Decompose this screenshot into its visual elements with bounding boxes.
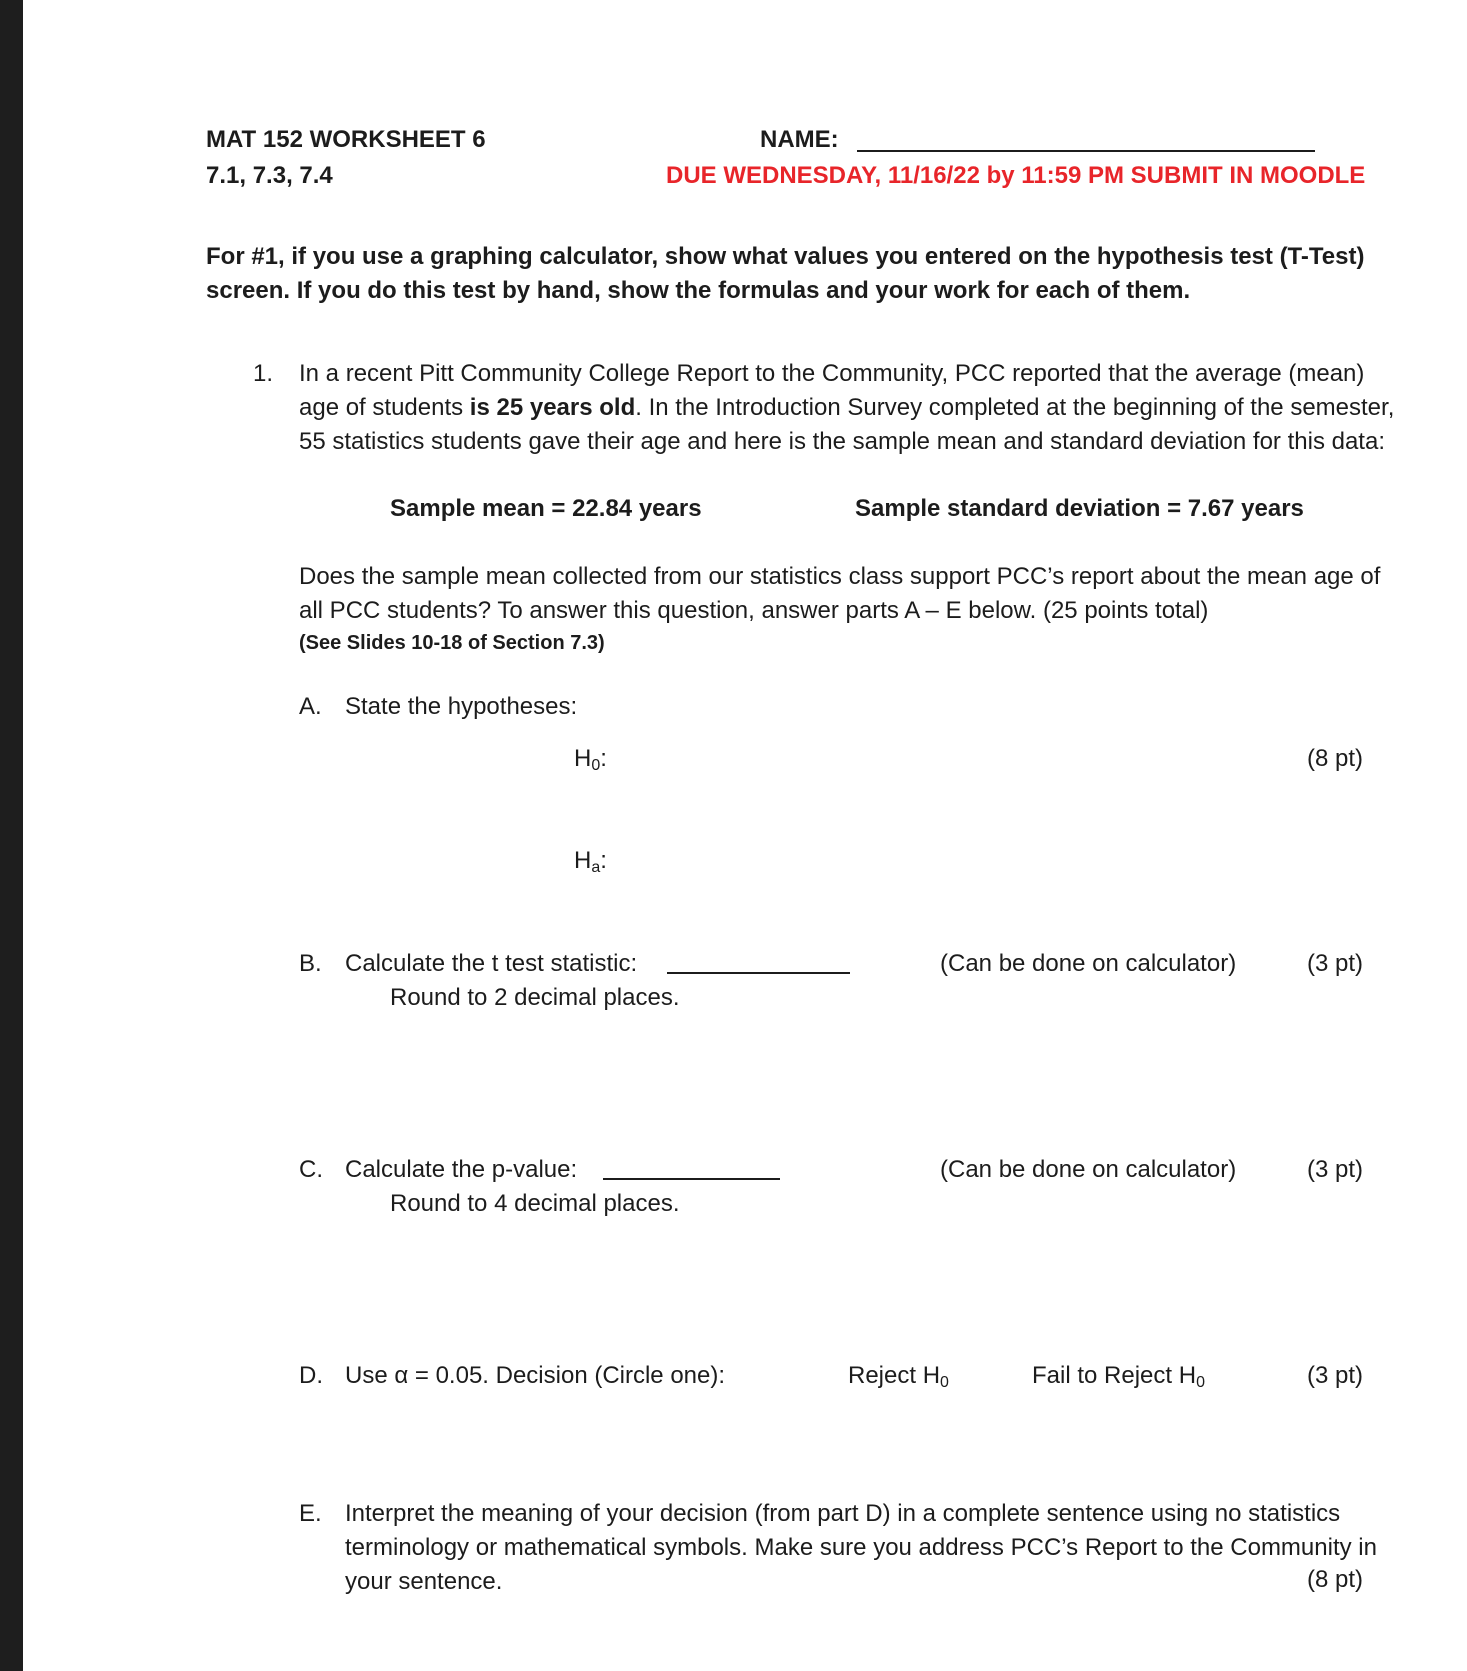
fail-to-reject-option[interactable]: Fail to Reject $H_0$ — [1032, 1362, 1205, 1391]
part-b-letter: B. — [299, 950, 322, 977]
question-1-text: In a recent Pitt Community College Report to the Community, PCC reported that the average (mean) age of students is 25 years old. In the Introduction Survey completed at the beginning of the semester, 55 statistics students gave their age and here is the sample mean and standard deviation for this data: — [299, 360, 1395, 455]
part-b-note: (Can be done on calculator) — [940, 950, 1237, 977]
sections-label: 7.1, 7.3, 7.4 — [206, 162, 333, 189]
part-d-letter: D. — [299, 1362, 323, 1389]
part-e-letter: E. — [299, 1500, 322, 1527]
alternative-hypothesis-label: $H_a$: — [574, 847, 607, 876]
part-b-round: Round to 2 decimal places. — [390, 984, 680, 1011]
part-a-text: State the hypotheses: — [345, 693, 578, 720]
slides-reference: (See Slides 10-18 of Section 7.3) — [299, 632, 605, 654]
sample-sd: Sample standard deviation = 7.67 years — [855, 495, 1304, 522]
name-blank[interactable] — [857, 150, 1315, 152]
part-a-letter: A. — [299, 693, 322, 720]
left-border — [0, 0, 23, 1671]
due-date: DUE WEDNESDAY, 11/16/22 by 11:59 PM SUBMIT IN MOODLE — [666, 162, 1366, 189]
part-d-text: Use α = 0.05. Decision (Circle one): — [345, 1362, 726, 1389]
p-value-blank[interactable] — [603, 1178, 780, 1180]
part-d-points: (3 pt) — [1307, 1362, 1364, 1389]
claimed-mean: is 25 years old — [469, 394, 636, 421]
part-e-text: Interpret the meaning of your decision (from part D) in a complete sentence using no statistics terminology or mathematical symbols. Make sure you address PCC’s Report to the Community in your sentence. — [345, 1500, 1377, 1595]
part-b-text: Calculate the t test statistic: — [345, 950, 638, 977]
part-e-points: (8 pt) — [1307, 1566, 1364, 1593]
part-c-letter: C. — [299, 1156, 323, 1183]
question-number: 1. — [253, 360, 274, 387]
question-1-prompt: Does the sample mean collected from our statistics class support PCC’s report about the mean age of all PCC students? To answer this question, answer parts A – E below. (25 points total) — [299, 563, 1381, 624]
part-c-note: (Can be done on calculator) — [940, 1156, 1237, 1183]
course-title: MAT 152 WORKSHEET 6 — [206, 126, 486, 153]
instructions: For #1, if you use a graphing calculator, show what values you entered on the hypothesis test (T-Test) screen. If you do this test by hand, show the formulas and your work for each of them. — [206, 243, 1365, 304]
t-statistic-blank[interactable] — [667, 972, 850, 974]
reject-option[interactable]: Reject $H_0$ — [848, 1362, 949, 1391]
part-c-round: Round to 4 decimal places. — [390, 1190, 680, 1217]
part-b-points: (3 pt) — [1307, 950, 1364, 977]
null-hypothesis-label: $H_0$: — [574, 745, 607, 774]
sample-mean: Sample mean = 22.84 years — [390, 495, 702, 522]
part-a-points: (8 pt) — [1307, 745, 1364, 772]
part-c-text: Calculate the p-value: — [345, 1156, 578, 1183]
part-c-points: (3 pt) — [1307, 1156, 1364, 1183]
name-label: NAME: — [760, 126, 839, 153]
